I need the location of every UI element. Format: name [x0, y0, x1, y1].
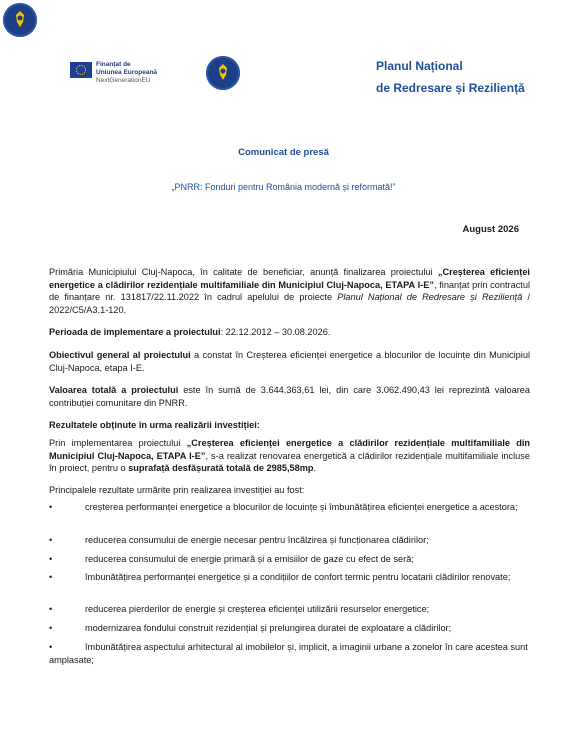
results-text-c: , s-a realizat renovarea energetică a clădirilor rezidențiale multifamiliale incluse în proiect, pentru o — [49, 450, 530, 473]
government-seal-center-logo — [206, 56, 240, 90]
bullet-icon: • — [49, 554, 53, 564]
eu-funding-text — [96, 61, 157, 85]
plan-title-2 — [376, 80, 525, 97]
project-name: „Creșterea eficienței energetice a clădirilor rezidențiale multifamiliale din Municipiul Cluj-Napoca, ETAPA I-E” — [49, 267, 530, 290]
plan-title-line-1: Planul Național — [376, 59, 463, 73]
results-paragraph — [49, 437, 530, 475]
plan-title — [376, 58, 463, 75]
eu-line-1: Finanțat de — [96, 61, 131, 68]
list-item — [49, 534, 530, 547]
objective-value: a constat în Creșterea eficienței energetice a blocurilor de locuințe din Municipiul Cluj-Napoca, etapa I-E. — [49, 350, 530, 373]
value-text: este în sumă de 3.644.363,61 lei, din care 3.062.490,43 lei reprezintă valoarea contribuției comunitare din PNRR. — [49, 385, 530, 408]
intro-paragraph — [49, 266, 530, 316]
list-item — [49, 603, 530, 616]
intro-text-e: / 2022/C5/A3.1-120. — [49, 292, 531, 315]
list-item-text: îmbunătățirea performanței energetice și a condițiilor de confort termic pentru locatarii clădirilor renovate; — [85, 572, 511, 582]
intro-text-c: , finanțat prin contractul de finanțare nr. 131817/22.11.2022 în cadrul apelului de proiecte — [49, 279, 531, 302]
period-paragraph — [49, 326, 530, 339]
eu-line-2: Uniunea Europeană — [96, 69, 158, 76]
list-item-text: modernizarea fondului construit rezidențial și prelungirea duratei de exploatare a clădirilor; — [85, 623, 452, 633]
list-intro-text: Principalele rezultate urmărite prin realizarea investiției au fost: — [49, 485, 305, 495]
bullet-icon: • — [49, 502, 53, 512]
value-paragraph — [49, 384, 530, 409]
press-date: August 2026 — [462, 224, 519, 235]
bullet-icon: • — [49, 642, 53, 652]
period-value: : 22.12.2012 – 30.08.2026. — [220, 327, 331, 337]
list-item-text: îmbunătățirea aspectului arhitectural al imobilelor și, implicit, a imaginii urbane a zonelor în care acestea sunt amplasate; — [49, 642, 528, 665]
list-item — [49, 571, 530, 584]
results-heading-text: Rezultatele obținute în urma realizării investiției: — [49, 420, 260, 430]
intro-text-a: Primăria Municipiului Cluj-Napoca, în calitate de beneficiar, anunță finalizarea proiectului — [49, 267, 438, 277]
list-item-text: reducerea consumului de energie primară și a emisiilor de gaze cu efect de seră; — [85, 554, 414, 564]
bullet-icon: • — [49, 572, 53, 582]
program-name: Planul Național de Redresare și Reziliență — [337, 292, 523, 302]
list-item-text: creșterea performanței energetice a blocurilor de locuințe și îmbunătățirea eficienței energetice a acestora; — [85, 502, 518, 512]
results-surface: suprafață desfășurată totală de 2985,58mp — [128, 463, 314, 473]
list-item — [49, 553, 530, 566]
objective-paragraph — [49, 349, 530, 374]
results-text-a: Prin implementarea proiectului — [49, 438, 187, 448]
period-label: Perioada de implementare a proiectului — [49, 327, 221, 337]
objective-label: Obiectivul general al proiectului — [49, 350, 191, 360]
eu-flag-icon — [70, 62, 92, 78]
list-item-text: reducerea consumului de energie necesar pentru încălzirea și funcționarea clădirilor; — [85, 535, 429, 545]
results-text-e: . — [313, 463, 317, 473]
bullet-icon: • — [49, 623, 53, 633]
bullet-icon: • — [49, 535, 53, 545]
list-intro — [49, 484, 530, 497]
results-heading — [49, 419, 530, 432]
press-title: Comunicat de presă — [238, 147, 329, 158]
value-label: Valoarea totală a proiectului — [49, 385, 179, 395]
list-item-text: reducerea pierderilor de energie și creșterea eficienței utilizării resurselor energetice; — [85, 604, 430, 614]
bullet-icon: • — [49, 604, 53, 614]
press-subtitle: „PNRR: Fonduri pentru România modernă și reformată!” — [171, 182, 396, 192]
plan-title-line-2: de Redresare și Reziliență — [376, 81, 525, 95]
list-item — [49, 641, 530, 666]
government-seal-logo — [3, 3, 37, 37]
results-project-name: „Creșterea eficienței energetice a clădirilor rezidențiale multifamiliale din Municipiul Cluj-Napoca, ETAPA I-E” — [49, 438, 530, 461]
list-item — [49, 501, 530, 514]
eu-line-3: NextGenerationEU — [96, 77, 151, 84]
list-item — [49, 622, 530, 635]
